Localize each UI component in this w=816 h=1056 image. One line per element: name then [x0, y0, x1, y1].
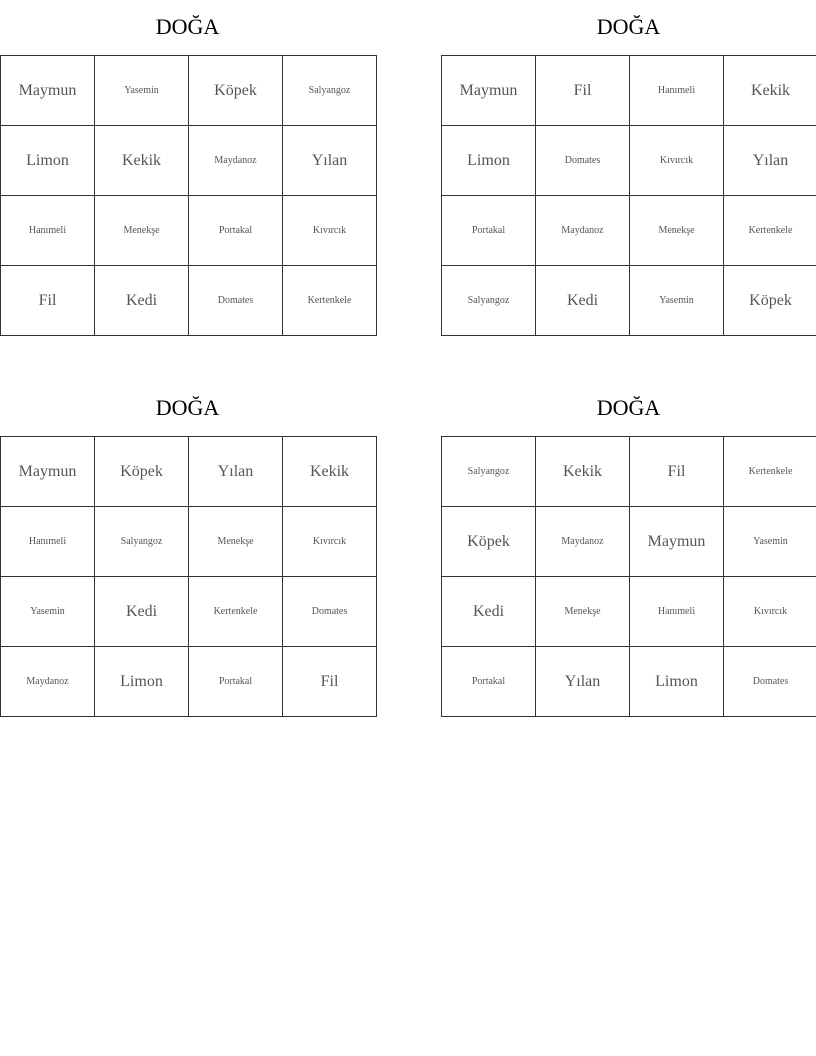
grid-cell: Kertenkele	[724, 437, 816, 507]
grid-cell: Fil	[283, 647, 377, 717]
grid-cell: Domates	[724, 647, 816, 717]
grid-cell: Portakal	[442, 647, 536, 717]
grid-cell: Kedi	[95, 266, 189, 336]
grid-cell: Kedi	[442, 577, 536, 647]
grid-cell: Kekik	[724, 56, 816, 126]
grid-cell: Köpek	[95, 437, 189, 507]
grid-cell: Kertenkele	[189, 577, 283, 647]
grid-cell: Maymun	[630, 507, 724, 577]
grid-cell: Maymun	[1, 437, 95, 507]
grid-cell: Yılan	[283, 126, 377, 196]
card-title: DOĞA	[155, 14, 220, 39]
card-title: DOĞA	[155, 395, 220, 420]
grid-cell: Salyangoz	[442, 437, 536, 507]
grid-cell: Kıvırcık	[283, 507, 377, 577]
grid-cell: Kedi	[95, 577, 189, 647]
grid-cell: Portakal	[189, 196, 283, 266]
grid-row	[1, 56, 377, 126]
grid-cell: Köpek	[189, 56, 283, 126]
grid-cell: Yasemin	[724, 507, 816, 577]
grid-cell: Yasemin	[1, 577, 95, 647]
grid-row	[442, 266, 816, 336]
grid-row	[442, 196, 816, 266]
grid-cell: Maydanoz	[536, 507, 630, 577]
grid-cell: Kekik	[536, 437, 630, 507]
grid-row	[1, 196, 377, 266]
grid-cell: Maydanoz	[1, 647, 95, 717]
grid-row	[1, 266, 377, 336]
grid-cell: Maymun	[1, 56, 95, 126]
grid-cell: Domates	[189, 266, 283, 336]
grid-cell: Salyangoz	[283, 56, 377, 126]
grid-cell: Limon	[442, 126, 536, 196]
grid-cell: Köpek	[442, 507, 536, 577]
grid-cell: Domates	[283, 577, 377, 647]
grid-row	[1, 126, 377, 196]
grid-cell: Kertenkele	[283, 266, 377, 336]
grid-cell: Kekik	[283, 437, 377, 507]
grid-cell: Maymun	[442, 56, 536, 126]
grid-row	[1, 507, 377, 577]
grid-cell: Menekşe	[189, 507, 283, 577]
grid-cell: Fil	[1, 266, 95, 336]
grid-cell: Fil	[630, 437, 724, 507]
grid-cell: Yasemin	[95, 56, 189, 126]
grid-row	[442, 56, 816, 126]
grid-row	[1, 577, 377, 647]
grid-cell: Domates	[536, 126, 630, 196]
grid-cell: Kekik	[95, 126, 189, 196]
grid-cell: Hanımeli	[630, 56, 724, 126]
grid-cell: Portakal	[442, 196, 536, 266]
grid-cell: Fil	[536, 56, 630, 126]
grid-row	[1, 647, 377, 717]
bingo-grid	[441, 436, 816, 717]
grid-cell: Kıvırcık	[630, 126, 724, 196]
bingo-grid	[0, 436, 377, 717]
grid-cell: Kertenkele	[724, 196, 816, 266]
bingo-grid	[0, 55, 377, 336]
grid-cell: Menekşe	[536, 577, 630, 647]
grid-cell: Menekşe	[630, 196, 724, 266]
grid-cell: Salyangoz	[442, 266, 536, 336]
grid-cell: Salyangoz	[95, 507, 189, 577]
grid-row	[1, 437, 377, 507]
grid-cell: Portakal	[189, 647, 283, 717]
grid-cell: Köpek	[724, 266, 816, 336]
grid-cell: Hanımeli	[1, 196, 95, 266]
grid-cell: Yılan	[536, 647, 630, 717]
bingo-grid	[441, 55, 816, 336]
grid-cell: Maydanoz	[536, 196, 630, 266]
grid-cell: Hanımeli	[1, 507, 95, 577]
grid-cell: Kıvırcık	[283, 196, 377, 266]
grid-row	[442, 437, 816, 507]
grid-cell: Kıvırcık	[724, 577, 816, 647]
grid-cell: Limon	[95, 647, 189, 717]
grid-cell: Hanımeli	[630, 577, 724, 647]
grid-row	[442, 577, 816, 647]
grid-cell: Kedi	[536, 266, 630, 336]
grid-cell: Yılan	[724, 126, 816, 196]
card-title: DOĞA	[596, 395, 661, 420]
grid-row	[442, 647, 816, 717]
grid-cell: Yılan	[189, 437, 283, 507]
grid-cell: Maydanoz	[189, 126, 283, 196]
grid-row	[442, 507, 816, 577]
grid-cell: Limon	[630, 647, 724, 717]
grid-row	[442, 126, 816, 196]
card-title: DOĞA	[596, 14, 661, 39]
grid-cell: Menekşe	[95, 196, 189, 266]
grid-cell: Yasemin	[630, 266, 724, 336]
grid-cell: Limon	[1, 126, 95, 196]
